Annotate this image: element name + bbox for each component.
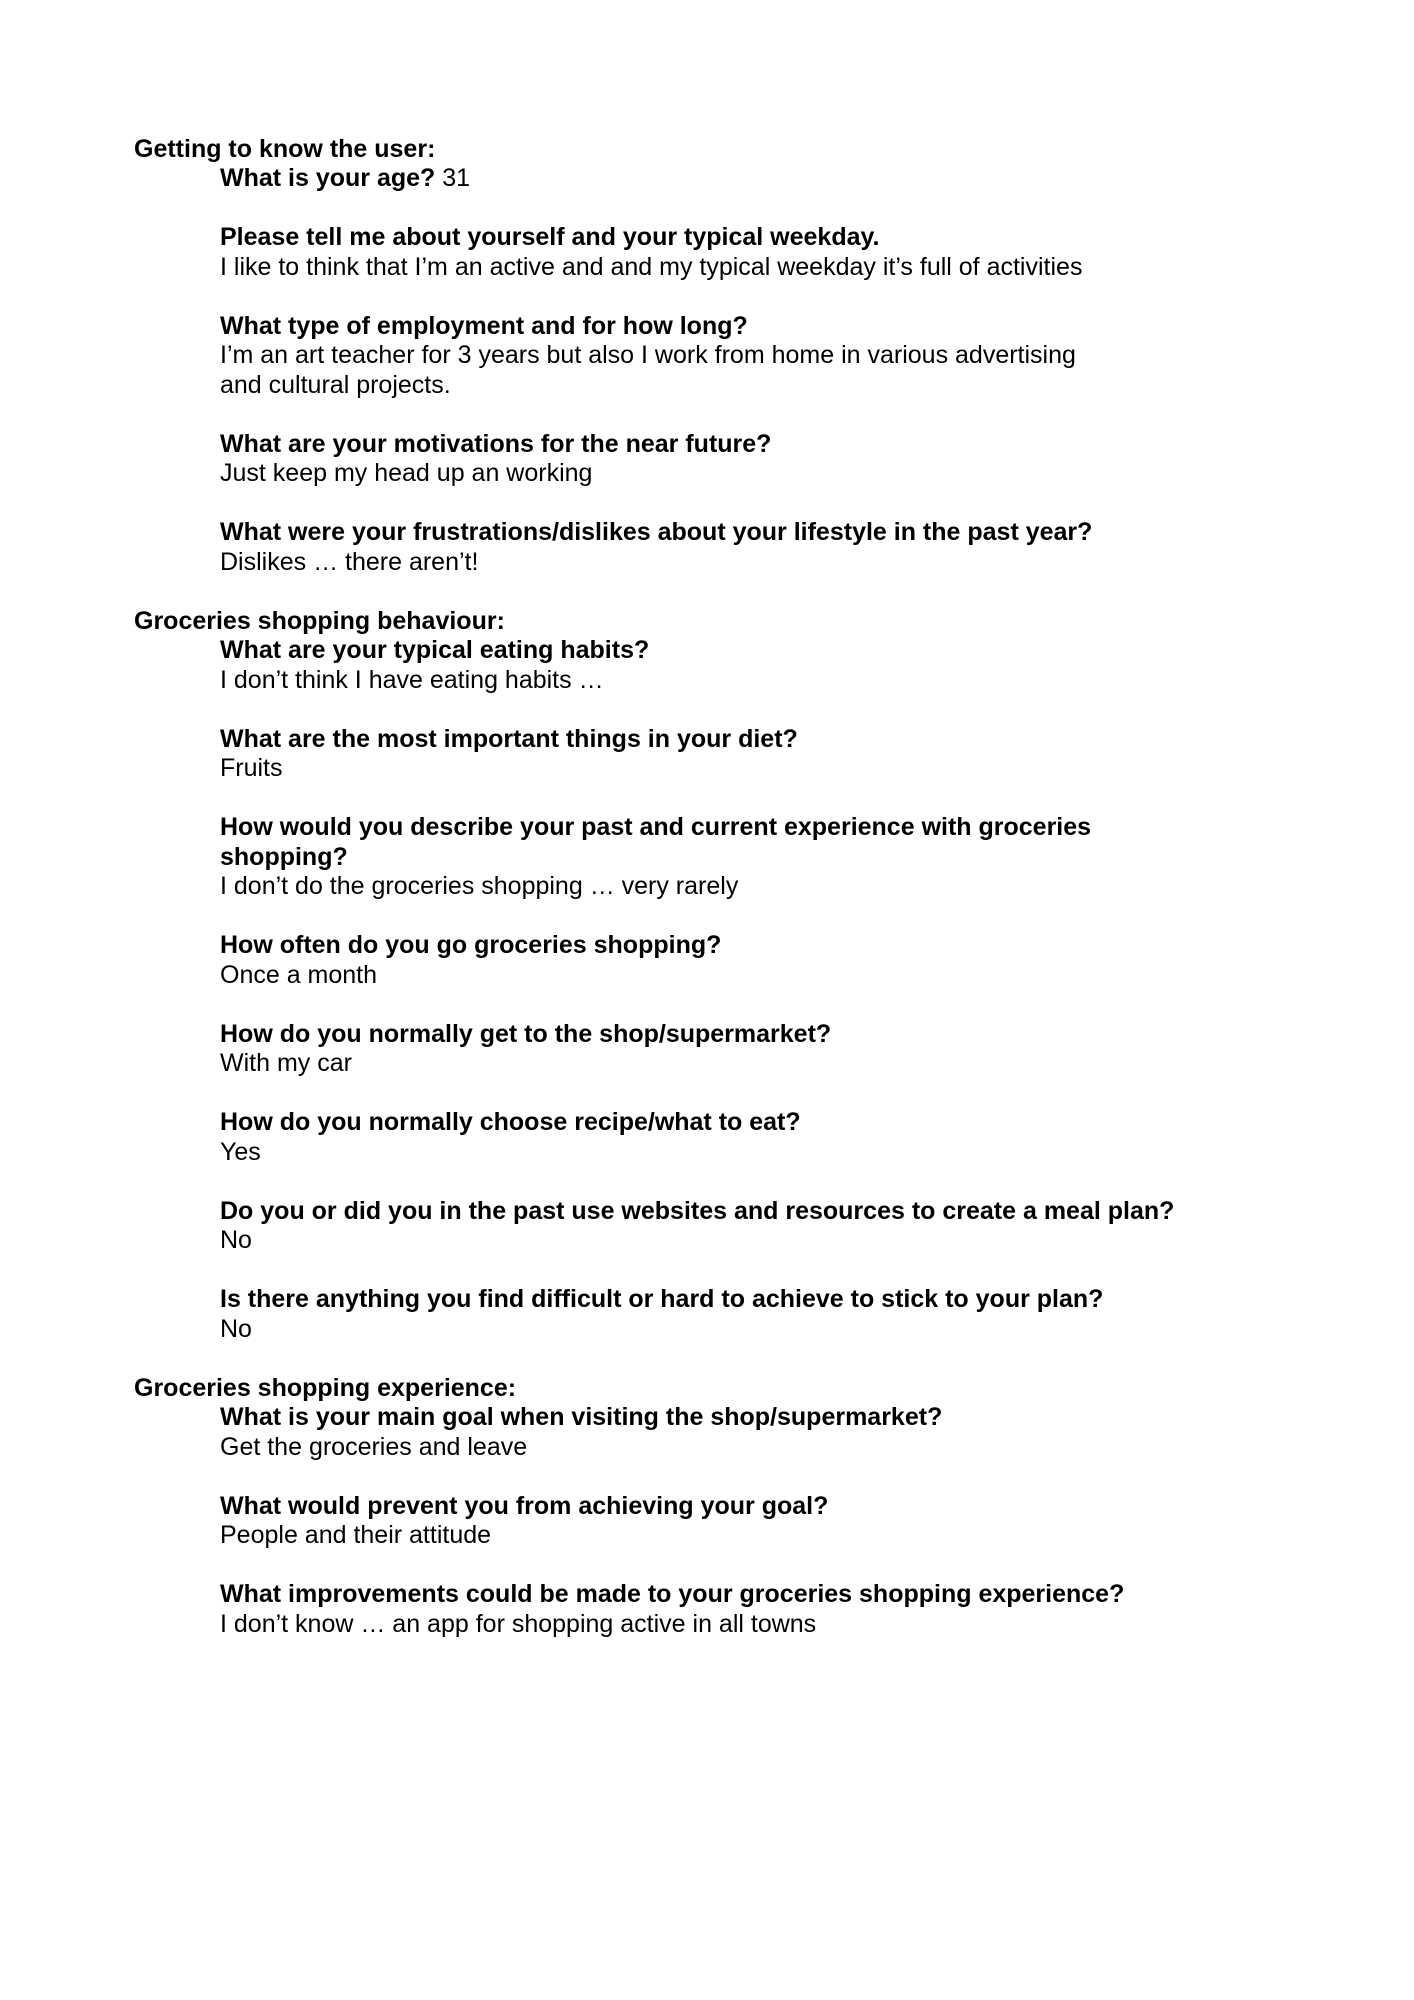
question: What would prevent you from achieving your goal? [220,1491,829,1520]
qa-item [220,931,1264,990]
answer: 31 [442,164,471,192]
answer: No [220,1314,252,1343]
question: What are your typical eating habits? [220,636,650,664]
section-getting-to-know-user [134,134,1264,577]
question: How do you normally get to the shop/supermarket? [220,1019,832,1048]
question: Please tell me about yourself and your typical weekday. [220,223,880,251]
question: Do you or did you in the past use websites and resources to create a meal plan? [220,1196,1175,1225]
answer: I don’t think I have eating habits … [220,665,604,694]
qa-item [220,725,1264,784]
section-title: Getting to know the user: [134,135,436,163]
section-title: Groceries shopping behaviour: [134,607,505,635]
answer: With my car [220,1049,352,1077]
answer-line: I’m an art teacher for 3 years but also I work from home in various advertising [220,341,1076,369]
answer: Yes [220,1137,261,1166]
answer: People and their attitude [220,1521,492,1549]
answer: Once a month [220,960,378,989]
qa-item [220,1492,1264,1551]
question: What type of employment and for how long? [220,311,748,340]
answer: I like to think that I’m an active and and my typical weekday it’s full of activities [220,252,1083,281]
question: What were your frustrations/dislikes about your lifestyle in the past year? [220,518,1093,546]
answer: No [220,1226,252,1254]
section-groceries-shopping-experience [134,1373,1264,1639]
answer-line: and cultural projects. [220,370,451,399]
question: What improvements could be made to your groceries shopping experience? [220,1580,1125,1608]
question: What is your main goal when visiting the shop/supermarket? [220,1403,943,1431]
qa-item [220,223,1264,282]
answer: Fruits [220,754,283,782]
qa-item [220,518,1264,577]
qa-item [220,1285,1264,1344]
question: What is your age? [220,164,436,192]
answer: Dislikes … there aren’t! [220,547,479,576]
question: How often do you go groceries shopping? [220,931,722,959]
qa-item [220,430,1264,489]
answer: I don’t do the groceries shopping … very rarely [220,872,739,900]
section-groceries-shopping-behaviour [134,606,1264,1344]
qa-item [220,312,1264,401]
qa-item [220,1580,1264,1639]
qa-item [220,813,1264,902]
question-line: How would you describe your past and current experience with groceries [220,813,1092,841]
qa-item [220,1197,1264,1256]
question: What are the most important things in your diet? [220,724,798,753]
qa-item [220,636,1264,695]
answer: I don’t know … an app for shopping active in all towns [220,1609,817,1638]
answer: Just keep my head up an working [220,459,593,487]
question-line: shopping? [220,842,348,871]
qa-age [220,164,1264,194]
question: How do you normally choose recipe/what to eat? [220,1108,801,1136]
qa-item [220,1020,1264,1079]
question: What are your motivations for the near future? [220,429,772,458]
answer: Get the groceries and leave [220,1432,528,1461]
question: Is there anything you find difficult or hard to achieve to stick to your plan? [220,1285,1104,1313]
section-title: Groceries shopping experience: [134,1374,517,1402]
qa-item [220,1108,1264,1167]
qa-item [220,1403,1264,1462]
